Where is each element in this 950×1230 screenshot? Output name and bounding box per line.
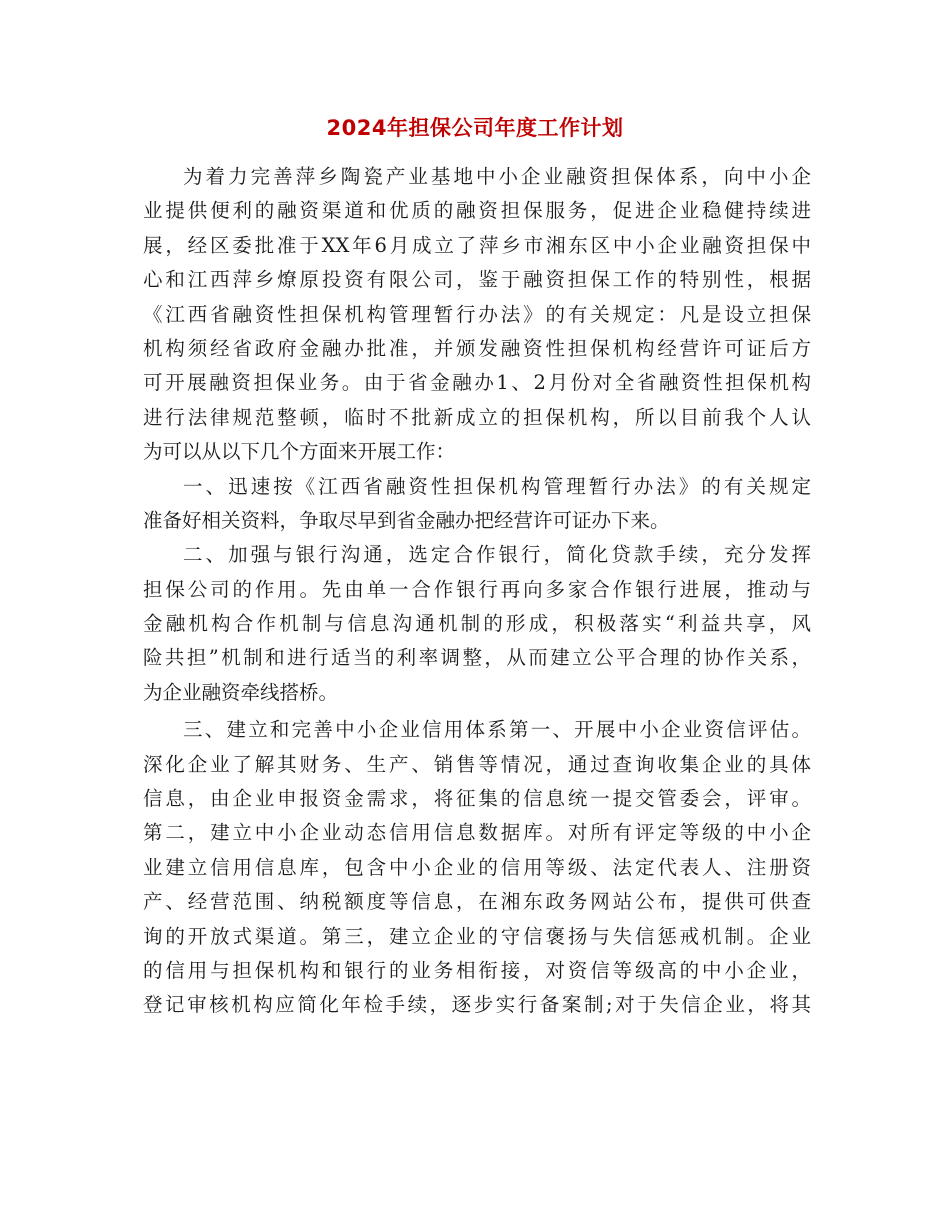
text-line: 展，经区委批准于XX年6月成立了萍乡市湘东区中小企业融资担保中 [143, 233, 811, 257]
text-line: 可开展融资担保业务。由于省金融办1、2月份对全省融资性担保机构 [143, 371, 811, 395]
text-line: 三、建立和完善中小企业信用体系第一、开展中小企业资信评估。 [183, 718, 811, 742]
text-line: 为可以从以下几个方面来开展工作： [143, 440, 456, 464]
text-line: 第二，建立中小企业动态信用信息数据库。对所有评定等级的中小企 [143, 821, 811, 845]
text-line: 为企业融资牵线搭桥。 [143, 680, 339, 704]
text-line: 产、经营范围、纳税额度等信息，在湘东政务网站公布，提供可供查 [143, 890, 811, 914]
text-line: 业建立信用信息库，包含中小企业的信用等级、法定代表人、注册资 [143, 855, 811, 879]
text-line: 一、迅速按《江西省融资性担保机构管理暂行办法》的有关规定 [183, 474, 811, 498]
document-title: 2024年担保公司年度工作计划 [326, 116, 624, 140]
text-line: 的信用与担保机构和银行的业务相衔接，对资信等级高的中小企业， [143, 958, 811, 982]
text-line: 询的开放式渠道。第三，建立企业的守信褒扬与失信惩戒机制。企业 [143, 924, 811, 948]
text-line: 深化企业了解其财务、生产、销售等情况，通过查询收集企业的具体 [143, 752, 811, 776]
text-line: 《江西省融资性担保机构管理暂行办法》的有关规定：凡是设立担保 [143, 302, 811, 326]
text-line: 金融机构合作机制与信息沟通机制的形成，积极落实“利益共享，风 [143, 612, 811, 636]
document-body [143, 160, 811, 1023]
text-line: 准备好相关资料，争取尽早到省金融办把经营许可证办下来。 [143, 508, 670, 532]
text-line: 心和江西萍乡燎原投资有限公司，鉴于融资担保工作的特别性，根据 [143, 268, 811, 292]
text-line: 登记审核机构应简化年检手续，逐步实行备案制;对于失信企业，将其 [143, 993, 811, 1017]
text-line: 机构须经省政府金融办批准，并颁发融资性担保机构经营许可证后方 [143, 336, 811, 360]
text-line: 信息，由企业申报资金需求，将征集的信息统一提交管委会，评审。 [143, 787, 811, 811]
text-line: 二、加强与银行沟通，选定合作银行，简化贷款手续，充分发挥 [183, 543, 811, 567]
text-line: 险共担”机制和进行适当的利率调整，从而建立公平合理的协作关系， [143, 646, 811, 670]
text-line: 担保公司的作用。先由单一合作银行再向多家合作银行进展，推动与 [143, 577, 811, 601]
text-line: 业提供便利的融资渠道和优质的融资担保服务，促进企业稳健持续进 [143, 199, 811, 223]
text-line: 进行法律规范整顿，临时不批新成立的担保机构，所以目前我个人认 [143, 405, 811, 429]
text-line: 为着力完善萍乡陶瓷产业基地中小企业融资担保体系，向中小企 [183, 165, 811, 188]
